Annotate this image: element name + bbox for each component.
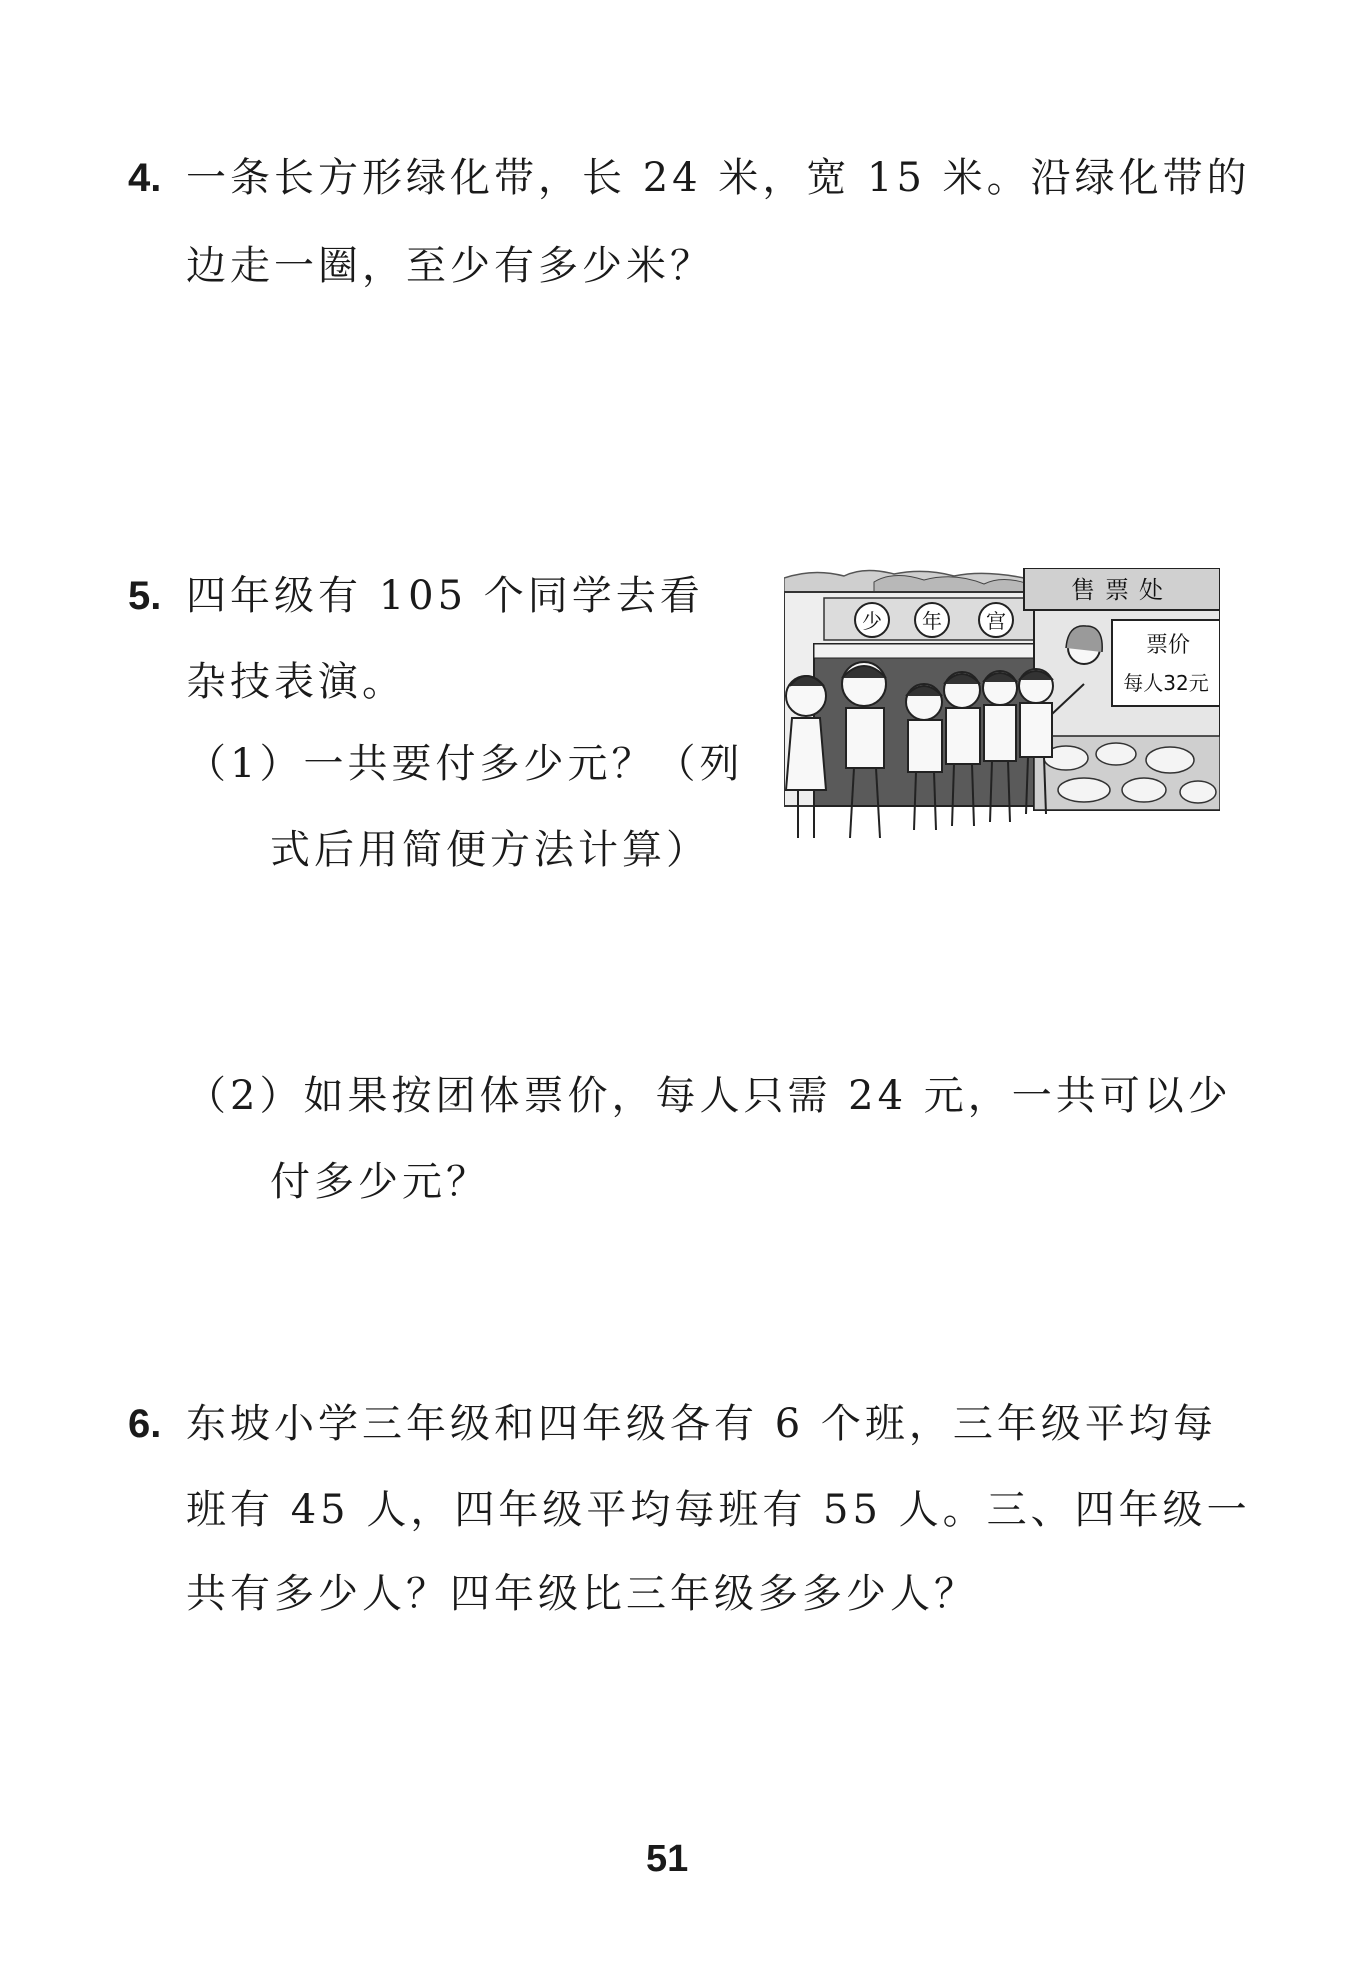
price-board-text: 每人32元 — [1123, 671, 1209, 695]
question-5-number: 5. — [128, 574, 162, 618]
booth-sign-text: 售票处 — [1071, 576, 1173, 604]
question-4-number: 4. — [128, 156, 162, 200]
page-number: 51 — [646, 1838, 689, 1880]
question-4-text-line-1: 一条长方形绿化带，长 24 米，宽 15 米。沿绿化带的 — [186, 155, 1251, 201]
question-6-text-line-1: 东坡小学三年级和四年级各有 6 个班，三年级平均每 — [186, 1401, 1217, 1447]
question-5-part-1-line-1: （1）一共要付多少元？（列 — [186, 741, 744, 787]
building-sign-char-2: 年 — [922, 609, 942, 633]
question-5-text-line-2: 杂技表演。 — [186, 659, 406, 705]
question-5-part-1-line-2: 式后用简便方法计算） — [270, 827, 710, 873]
building-sign-char-3: 宫 — [986, 609, 1006, 633]
question-6-number: 6. — [128, 1402, 162, 1446]
question-4-text-line-2: 边走一圈，至少有多少米？ — [186, 243, 714, 289]
question-5-part-2-line-2: 付多少元？ — [270, 1159, 490, 1205]
question-5-text-line-1: 四年级有 105 个同学去看 — [186, 573, 704, 619]
ticket-booth-illustration — [784, 568, 1220, 856]
question-5-part-2-line-1: （2）如果按团体票价，每人只需 24 元，一共可以少 — [186, 1073, 1232, 1119]
question-6-text-line-3: 共有多少人？四年级比三年级多多少人？ — [186, 1571, 978, 1617]
price-board-title: 票价 — [1145, 633, 1191, 658]
building-sign-char-1: 少 — [862, 609, 882, 633]
question-6-text-line-2: 班有 45 人，四年级平均每班有 55 人。三、四年级一 — [186, 1487, 1251, 1533]
